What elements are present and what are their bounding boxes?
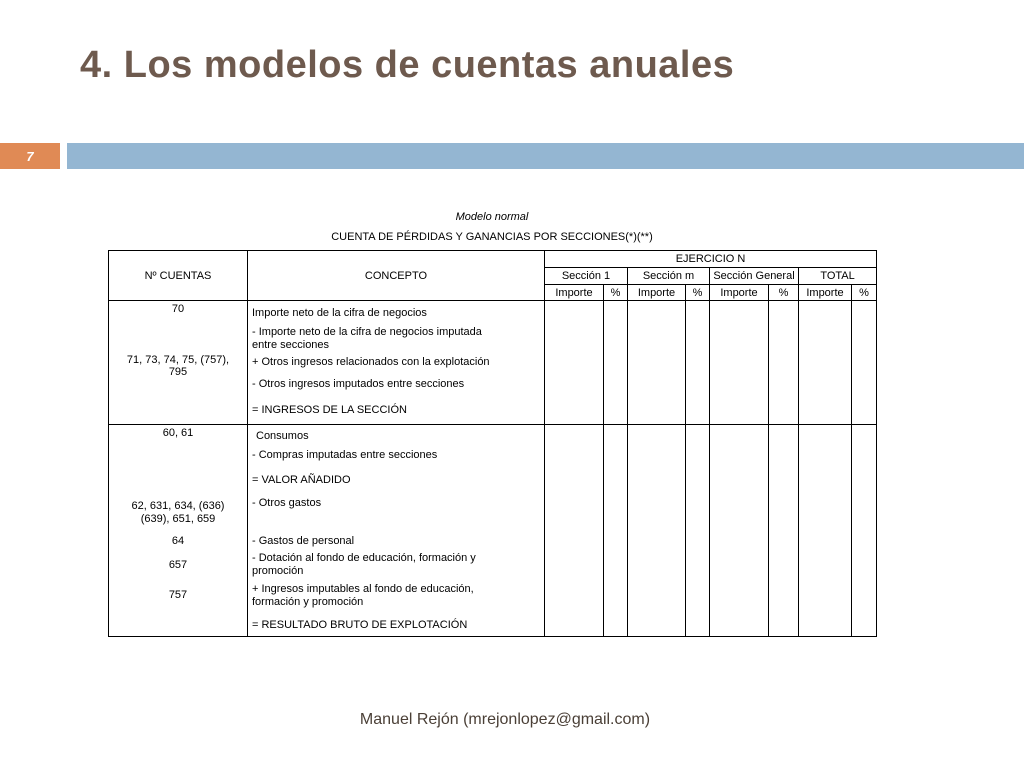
value-cell — [769, 425, 799, 637]
concepto-line: + Otros ingresos relacionados con la explotación — [252, 356, 490, 368]
concepto-line: promoción — [252, 565, 304, 577]
header-seccion-general: Sección General — [710, 268, 799, 285]
cuentas-cell — [109, 425, 248, 637]
cuentas-line: 62, 631, 634, (636) — [131, 500, 225, 512]
concepto-line: - Importe neto de la cifra de negocios imputada — [252, 326, 482, 338]
model-label: Modelo normal — [455, 211, 529, 223]
concepto-line: - Otros ingresos imputados entre secciones — [252, 378, 465, 390]
header-pct: % — [852, 285, 877, 301]
header-cuentas: Nº CUENTAS — [109, 251, 248, 301]
value-cell — [545, 301, 604, 425]
cuentas-line: 795 — [168, 366, 188, 378]
concepto-line: - Compras imputadas entre secciones — [252, 449, 438, 461]
value-cell — [852, 425, 877, 637]
concepto-line: + Ingresos imputables al fondo de educación, — [252, 583, 474, 595]
header-importe: Importe — [628, 285, 686, 301]
concepto-cell — [248, 301, 545, 425]
concepto-line: formación y promoción — [252, 596, 364, 608]
cuentas-line: 71, 73, 74, 75, (757), — [126, 354, 230, 366]
concepto-line: = INGRESOS DE LA SECCIÓN — [252, 404, 407, 416]
cuentas-cell — [109, 301, 248, 425]
slide-title: 4. Los modelos de cuentas anuales — [80, 44, 735, 86]
concepto-line: = RESULTADO BRUTO DE EXPLOTACIÓN — [252, 619, 468, 631]
ledger-table — [108, 250, 877, 637]
header-seccion-1: Sección 1 — [545, 268, 628, 285]
value-cell — [686, 301, 710, 425]
value-cell — [769, 301, 799, 425]
header-ejercicio: EJERCICIO N — [545, 251, 877, 268]
value-cell — [710, 425, 769, 637]
document-heading: CUENTA DE PÉRDIDAS Y GANANCIAS POR SECCIONES(*)(**) — [331, 231, 653, 243]
header-seccion-m: Sección m — [628, 268, 710, 285]
concepto-cell — [248, 425, 545, 637]
header-importe: Importe — [710, 285, 769, 301]
cuentas-line: 64 — [171, 535, 185, 547]
concepto-line: - Dotación al fondo de educación, formación y — [252, 552, 476, 564]
cuentas-line: 757 — [168, 589, 188, 601]
value-cell — [686, 425, 710, 637]
header-importe: Importe — [545, 285, 604, 301]
value-cell — [628, 301, 686, 425]
header-importe: Importe — [799, 285, 852, 301]
table-row — [109, 301, 877, 425]
title-rule-bar — [67, 143, 1024, 169]
cuentas-line: 60, 61 — [162, 427, 194, 439]
concepto-line: = VALOR AÑADIDO — [252, 474, 351, 486]
header-total: TOTAL — [799, 268, 877, 285]
cuentas-line: (639), 651, 659 — [140, 513, 216, 525]
slide-number: 7 — [0, 143, 60, 169]
cuentas-line: 657 — [168, 559, 188, 571]
header-pct: % — [769, 285, 799, 301]
header-pct: % — [686, 285, 710, 301]
value-cell — [628, 425, 686, 637]
value-cell — [604, 301, 628, 425]
value-cell — [710, 301, 769, 425]
table-row — [109, 425, 877, 637]
value-cell — [799, 301, 852, 425]
concepto-line: - Otros gastos — [252, 497, 322, 509]
value-cell — [799, 425, 852, 637]
value-cell — [604, 425, 628, 637]
concepto-line: entre secciones — [252, 339, 330, 351]
concepto-line: - Gastos de personal — [252, 535, 355, 547]
concepto-line: Importe neto de la cifra de negocios — [252, 307, 427, 319]
cuentas-line: 70 — [171, 303, 185, 315]
footer-credit: Manuel Rejón (mrejonlopez@gmail.com) — [359, 711, 651, 728]
value-cell — [852, 301, 877, 425]
header-concepto: CONCEPTO — [248, 251, 545, 301]
value-cell — [545, 425, 604, 637]
header-pct: % — [604, 285, 628, 301]
concepto-line: Consumos — [256, 430, 309, 442]
